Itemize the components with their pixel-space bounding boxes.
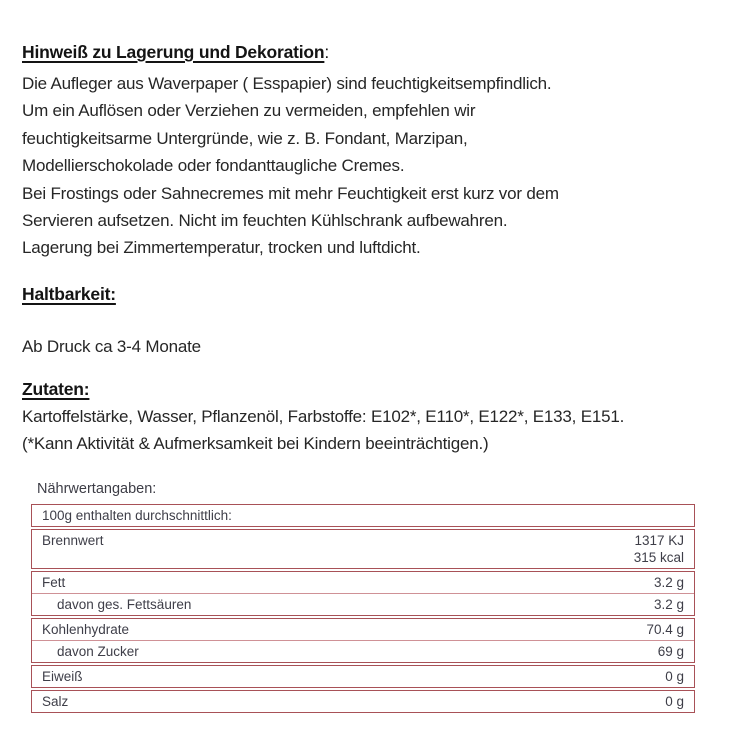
nutrition-row-label: Fett bbox=[42, 575, 66, 590]
nutrition-label: Nährwertangaben: bbox=[37, 481, 157, 497]
nutrition-row-label: davon Zucker bbox=[57, 644, 139, 659]
nutrition-row-values bbox=[665, 668, 684, 685]
nutrition-group bbox=[31, 618, 695, 663]
shelf-life-text: Ab Druck ca 3-4 Monate bbox=[22, 337, 201, 356]
nutrition-header-text: 100g enthalten durchschnittlich: bbox=[42, 508, 232, 523]
nutrition-value: 0 g bbox=[665, 669, 684, 684]
nutrition-value: 69 g bbox=[657, 644, 684, 659]
nutrition-value: 1317 KJ bbox=[634, 533, 684, 548]
text-line: Modellierschokolade oder fondanttaugliche Cremes. bbox=[22, 156, 405, 176]
ingredients-heading-text: Zutaten: bbox=[22, 379, 90, 399]
text-line: Kartoffelstärke, Wasser, Pflanzenöl, Farbstoffe: E102*, E110*, E122*, E133, E151. bbox=[22, 407, 625, 426]
nutrition-row bbox=[32, 619, 694, 640]
storage-heading bbox=[22, 42, 329, 63]
nutrition-row bbox=[32, 691, 694, 712]
nutrition-group bbox=[31, 690, 695, 713]
nutrition-row-label: Eiweiß bbox=[42, 669, 83, 684]
nutrition-row-values bbox=[634, 532, 684, 566]
nutrition-group bbox=[31, 529, 695, 569]
nutrition-header-group bbox=[31, 504, 695, 527]
text-line: feuchtigkeitsarme Untergründe, wie z. B. Fondant, Marzipan, bbox=[22, 128, 468, 148]
nutrition-value: 3.2 g bbox=[653, 597, 684, 612]
nutrition-row-values bbox=[654, 574, 684, 591]
shelf-life-heading-text: Haltbarkeit: bbox=[22, 284, 116, 304]
nutrition-row-label: Salz bbox=[42, 694, 69, 709]
nutrition-row-values bbox=[654, 596, 684, 613]
ingredients-paragraph bbox=[22, 403, 624, 458]
nutrition-value: 70.4 g bbox=[646, 622, 684, 637]
text-line: Um ein Auflösen oder Verziehen zu vermeiden, empfehlen wir bbox=[22, 101, 476, 121]
shelf-life-heading bbox=[22, 284, 116, 305]
nutrition-table bbox=[31, 504, 695, 713]
nutrition-row-label: Brennwert bbox=[42, 533, 104, 548]
nutrition-group bbox=[31, 571, 695, 616]
nutrition-row bbox=[32, 666, 694, 687]
nutrition-row bbox=[32, 572, 694, 593]
text-line: (*Kann Aktivität & Aufmerksamkeit bei Kindern beeinträchtigen.) bbox=[22, 434, 489, 454]
text-line: Bei Frostings oder Sahnecremes mit mehr Feuchtigkeit erst kurz vor dem bbox=[22, 183, 559, 203]
storage-paragraph bbox=[22, 70, 559, 262]
nutrition-value: 315 kcal bbox=[633, 550, 684, 565]
nutrition-row-values bbox=[665, 693, 684, 710]
nutrition-row-values bbox=[646, 621, 684, 638]
nutrition-value: 3.2 g bbox=[653, 575, 684, 590]
text-line: Die Aufleger aus Waverpaper ( Esspapier) sind feuchtigkeitsempfindlich. bbox=[22, 74, 552, 93]
nutrition-row bbox=[32, 530, 694, 568]
nutrition-row bbox=[32, 593, 694, 615]
nutrition-header-row bbox=[32, 505, 694, 526]
text-line: Servieren aufsetzen. Nicht im feuchten Kühlschrank aufbewahren. bbox=[22, 211, 508, 231]
nutrition-row-label: Kohlenhydrate bbox=[42, 622, 130, 637]
nutrition-row-values bbox=[658, 643, 684, 660]
nutrition-row-label: davon ges. Fettsäuren bbox=[57, 597, 192, 612]
storage-heading-text: Hinweiß zu Lagerung und Dekoration bbox=[22, 42, 325, 62]
nutrition-value: 0 g bbox=[665, 694, 684, 709]
ingredients-heading bbox=[22, 379, 89, 400]
nutrition-row bbox=[32, 640, 694, 662]
text-line: Lagerung bei Zimmertemperatur, trocken und luftdicht. bbox=[22, 238, 421, 258]
storage-heading-colon: : bbox=[324, 42, 330, 62]
nutrition-group bbox=[31, 665, 695, 688]
